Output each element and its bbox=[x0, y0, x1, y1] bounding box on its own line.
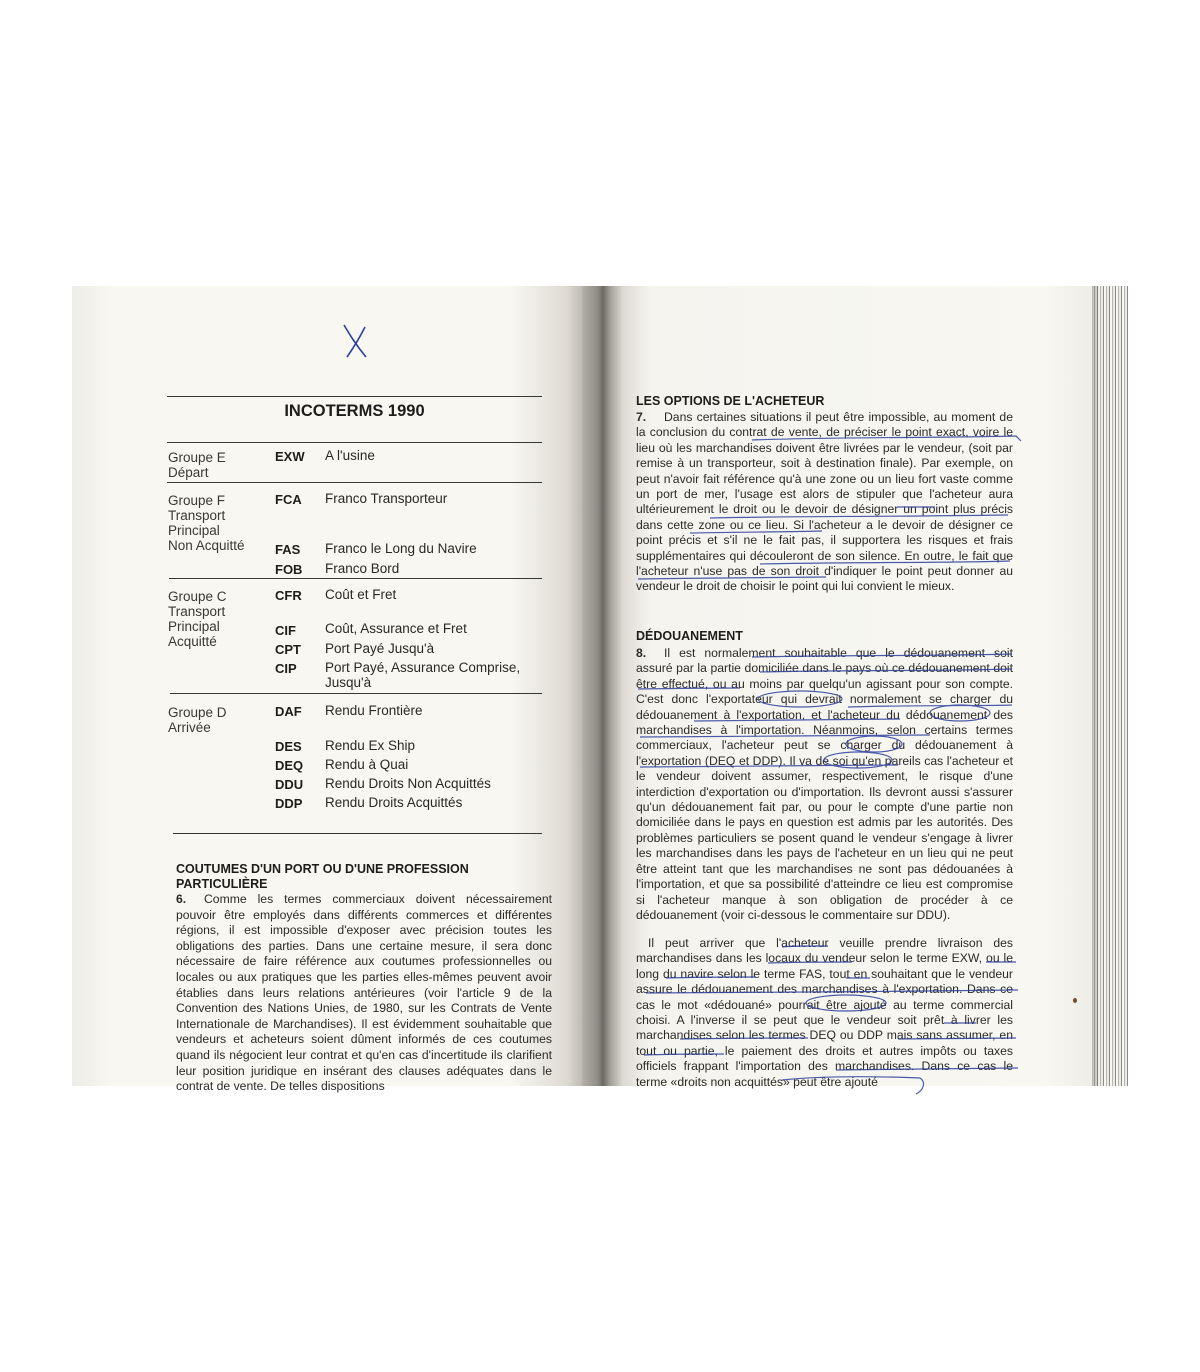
term-code-cip: CIP bbox=[275, 661, 297, 676]
paragraph-number: 6. bbox=[176, 892, 187, 906]
term-desc-fas: Franco le Long du Navire bbox=[325, 541, 477, 556]
book-spread bbox=[72, 286, 1128, 1094]
paragraph-8 bbox=[636, 646, 1013, 923]
term-desc-deq: Rendu à Quai bbox=[325, 757, 409, 772]
term-code-des: DES bbox=[275, 739, 302, 754]
term-code-cfr: CFR bbox=[275, 588, 302, 603]
term-code-deq: DEQ bbox=[275, 758, 304, 773]
term-desc-cfr: Coût et Fret bbox=[325, 587, 397, 602]
term-code-daf: DAF bbox=[275, 704, 302, 719]
paragraph-text: Il est normalement souhaitable que le dédouanement soit assuré par la partie domiciliée dans le pays où ce dédouanement doit être effectué, ou au moins par quelqu'un agissant pour son compte. C'est donc l'exportateur qui devrait normalement se charger du dédouanement à l'exportation, et l'acheteur du dédouanement des marchandises à l'importation. Néanmoins, selon certains termes commerciaux, l'acheteur peut se charger du dédouanement à l'exportation (DEQ et DDP). Il va de soi qu'en pareils cas l'acheteur et le vendeur doivent assumer, respectivement, le risque d'une interdiction d'exportation ou d'importation. Ils devront aussi s'assurer qu'un dédouanement fait par, ou pour le compte d'une partie non domiciliée dans le pays en question est admis par les autorités. Des problèmes particuliers se posent quand le vendeur s'engage à livrer les marchandises dans les pays de l'acheteur en un lieu qui ne peut être atteint tant que les marchandises ne sont pas dédouanées à l'importation, et que sa possibilité d'atteindre ce lieu est compromise si l'acheteur manque à son obligation de procéder à ce dédouanement (voir ci-dessous le commentaire sur DDU). bbox=[636, 646, 1013, 922]
paragraph-8-continued: Il peut arriver que l'acheteur veuille prendre livraison des marchandises dans les locaux du vendeur selon le terme EXW, ou le long du navire selon le terme FAS, tout en souhaitant que le vendeur assure le dédouanement des marchandises à l'exportation. Dans ce cas le mot «dédouané» pourrait être ajouté au terme commercial choisi. A l'inverse il se peut que le vendeur soit prêt à livrer les marchandises selon les termes DEQ ou DDP mais sans assumer, en tout ou partie, le paiement des droits et autres impôts ou taxes officiels frappant l'importation des marchandises. Dans ce cas le terme «droits non acquittés» peut être ajouté bbox=[636, 936, 1013, 1089]
term-code-ddp: DDP bbox=[275, 796, 303, 811]
term-code-cpt: CPT bbox=[275, 642, 301, 657]
term-desc-ddp: Rendu Droits Acquittés bbox=[325, 795, 463, 810]
term-code-exw: EXW bbox=[275, 449, 305, 464]
group-e-label: Groupe E Départ bbox=[168, 450, 226, 480]
term-desc-cpt: Port Payé Jusqu'à bbox=[325, 641, 435, 656]
term-code-fas: FAS bbox=[275, 542, 301, 557]
term-code-ddu: DDU bbox=[275, 777, 304, 792]
term-desc-cip: Port Payé, Assurance Comprise, Jusqu'à bbox=[325, 660, 521, 690]
term-code-cif: CIF bbox=[275, 623, 296, 638]
term-desc-exw: A l'usine bbox=[325, 448, 375, 463]
term-desc-des: Rendu Ex Ship bbox=[325, 738, 416, 753]
group-f-label: Groupe F Transport Principal Non Acquitté bbox=[168, 493, 245, 553]
paragraph-text: Comme les termes commerciaux doivent nécessairement pouvoir être employés dans différents commerces et différentes régions, il est impossible d'exposer avec précision toutes les obligations des parties. Dans une certaine mesure, il sera donc nécessaire de faire référence aux coutumes professionnelles ou locales ou aux pratiques que les parties elles-mêmes peuvent avoir établies dans leurs relations antérieures (voir l'article 9 de la Convention des Nations Unies, de 1980, sur les Contrats de Vente Internationale de Marchandises). Il est évidemment souhaitable que vendeurs et acheteurs soient dûment informés de ces coutumes quand ils négocient leur contrat et qu'en cas d'incertitude ils clarifient leur position juridique en insérant des clauses adéquates dans le contrat de vente. De telles dispositions bbox=[176, 892, 552, 1094]
group-d-label: Groupe D Arrivée bbox=[168, 705, 227, 735]
paragraph-7 bbox=[636, 410, 1013, 595]
section-heading-coutumes: COUTUMES D'UN PORT OU D'UNE PROFESSION PARTICULIÈRE bbox=[176, 862, 469, 891]
paragraph-number: 7. bbox=[636, 410, 647, 424]
left-page bbox=[72, 286, 582, 1094]
term-code-fob: FOB bbox=[275, 562, 303, 577]
term-code-fca: FCA bbox=[275, 492, 302, 507]
table-title: INCOTERMS 1990 bbox=[284, 402, 425, 420]
term-desc-daf: Rendu Frontière bbox=[325, 703, 423, 718]
term-desc-fca: Franco Transporteur bbox=[325, 491, 448, 506]
right-page bbox=[622, 286, 1092, 1089]
book-gutter bbox=[582, 286, 622, 1086]
section-heading-options: LES OPTIONS DE L'ACHETEUR bbox=[636, 394, 825, 408]
term-desc-cif: Coût, Assurance et Fret bbox=[325, 621, 467, 636]
paragraph-6 bbox=[176, 892, 552, 1095]
term-desc-ddu: Rendu Droits Non Acquittés bbox=[325, 776, 491, 791]
handwritten-x-mark bbox=[340, 321, 370, 361]
paragraph-number: 8. bbox=[636, 646, 647, 660]
term-desc-fob: Franco Bord bbox=[325, 561, 400, 576]
section-heading-dedouanement: DÉDOUANEMENT bbox=[636, 629, 743, 643]
paragraph-text: Dans certaines situations il peut être impossible, au moment de la conclusion du contrat de vente, de préciser le point exact, voire le lieu où les marchandises doivent être livrées par le vendeur, (soit par remise à un transporteur, soit à destination finale). Par exemple, on peut n'avoir fait référence qu'à une zone ou un lieu fort vaste comme un port de mer, l'usage est alors de stipuler que l'acheteur aura ultérieurement le droit ou le devoir de désigner un point plus précis dans cette zone ou ce lieu. Si l'acheteur a le devoir de désigner ce point précis et s'il ne le fait pas, il supportera les risques et frais supplémentaires qui découleront de son silence. En outre, le fait que l'acheteur n'use pas de son droit d'indiquer le point peut donner au vendeur le droit de choisir le point qui lui convient le mieux. bbox=[636, 410, 1013, 594]
ink-spot bbox=[1073, 998, 1077, 1003]
group-c-label: Groupe C Transport Principal Acquitté bbox=[168, 589, 227, 649]
